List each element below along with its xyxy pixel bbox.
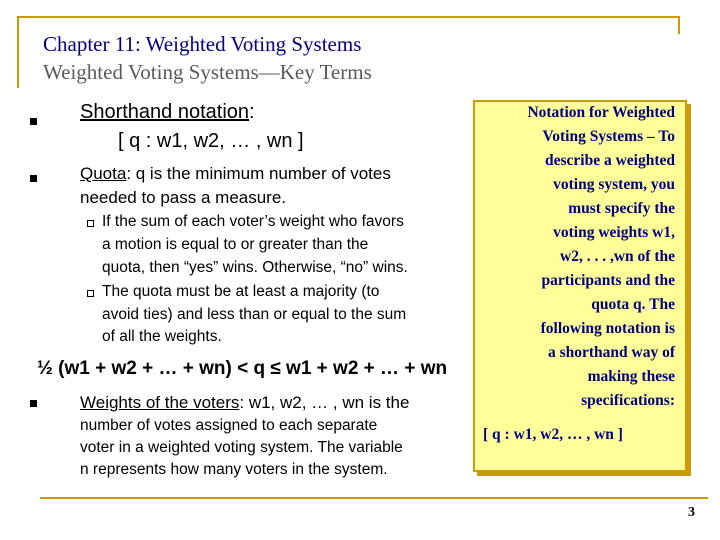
weights-line3: n represents how many voters in the system. (80, 461, 388, 478)
quota-sub2-line3: of all the weights. (102, 328, 222, 345)
quota-definition-end: needed to pass a measure. (80, 188, 287, 207)
weights-heading (80, 393, 409, 413)
weights-line1: number of votes assigned to each separate (80, 417, 378, 434)
frame-left-line (17, 16, 19, 88)
sidebar-line-2: Voting Systems – To (542, 128, 675, 145)
bullet-shorthand (30, 118, 37, 125)
quota-heading (80, 164, 391, 184)
slide-subtitle: Weighted Voting Systems—Key Terms (43, 60, 372, 84)
bullet-quota (30, 175, 37, 182)
weights-line2: voter in a weighted voting system. The variable (80, 439, 403, 456)
sidebar-line-11: a shorthand way of (547, 344, 675, 361)
quota-label: Quota (80, 164, 127, 183)
quota-definition-start: : q is the minimum number of votes (126, 164, 391, 183)
shorthand-label: Shorthand notation (80, 101, 250, 123)
sub-bullet-2 (87, 290, 94, 297)
quota-sub2-line2: avoid ties) and less than or equal to the sum (102, 306, 407, 323)
sidebar-line-7: w2, . . . ,wn of the (560, 248, 675, 265)
quota-sub1-line3: quota, then “yes” wins. Otherwise, “no” wins. (102, 259, 408, 276)
sidebar-notation: [ q : w1, w2, … , wn ] (483, 426, 623, 443)
chapter-title: Chapter 11: Weighted Voting Systems (43, 32, 362, 56)
sidebar-line-5: must specify the (568, 200, 675, 217)
quota-sub2-line1: The quota must be at least a majority (to (102, 283, 380, 300)
weights-definition-start: : w1, w2, … , wn is the (239, 393, 410, 412)
sidebar-line-9: quota q. The (591, 296, 675, 313)
quota-sub1-line1: If the sum of each voter’s weight who favors (102, 213, 404, 230)
shorthand-colon: : (249, 101, 255, 123)
page-number: 3 (688, 505, 695, 520)
sidebar-line-10: following notation is (540, 320, 675, 337)
sidebar-line-3: describe a weighted (544, 152, 675, 169)
frame-top-line (17, 16, 680, 18)
frame-right-tick (678, 16, 680, 34)
weights-label: Weights of the voters (80, 393, 240, 412)
sidebar-line-6: voting weights w1, (553, 224, 675, 241)
shorthand-notation: [ q : w1, w2, … , wn ] (118, 130, 304, 152)
frame-bottom-line (40, 497, 708, 499)
bullet-weights (30, 400, 37, 407)
sidebar-line-12: making these (587, 368, 675, 385)
sidebar-line-8: participants and the (541, 272, 675, 289)
sidebar-line-1: Notation for Weighted (527, 104, 675, 121)
sidebar-line-4: voting system, you (553, 176, 675, 193)
sub-bullet-1 (87, 220, 94, 227)
quota-inequality: ½ (w1 + w2 + … + wn) < q ≤ w1 + w2 + … + wn (37, 358, 448, 379)
shorthand-heading (80, 101, 255, 124)
quota-sub1-line2: a motion is equal to or greater than the (102, 236, 369, 253)
sidebar-line-13: specifications: (581, 392, 675, 409)
